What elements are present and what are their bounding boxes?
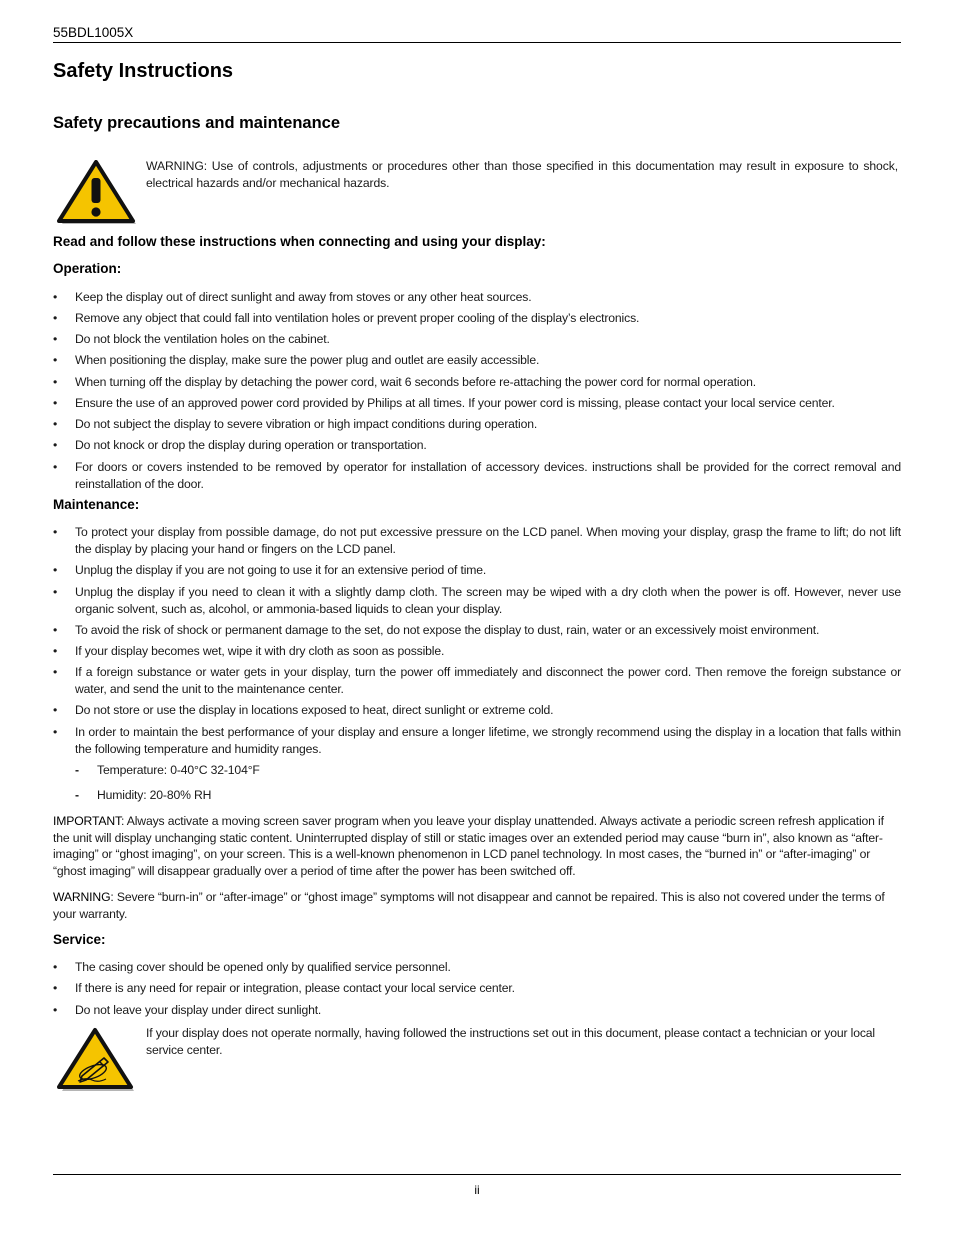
list-item: • Do not block the ventilation holes on the cabinet. xyxy=(53,332,330,346)
list-item: • To protect your display from possible damage, do not put excessive pressure on the LCD panel. When moving your display, grasp the frame to lift; do not lift the display by placing your hand or fingers on the LCD panel. xyxy=(53,525,901,556)
service-note: If your display does not operate normally, having followed the instructions set out in this document, please contact a technician or your local service center. xyxy=(146,1026,875,1057)
lead-instruction: Read and follow these instructions when connecting and using your display: xyxy=(53,234,546,249)
operation-heading: Operation: xyxy=(53,261,122,276)
model-number: 55BDL1005X xyxy=(53,25,134,40)
list-item: • The casing cover should be opened only by qualified service personnel. xyxy=(53,960,451,974)
page-title: Safety Instructions xyxy=(53,60,234,82)
list-item: • If there is any need for repair or integration, please contact your local service center. xyxy=(53,981,515,995)
header-rule xyxy=(53,42,901,43)
burn-in-warning-paragraph: WARNING: Severe “burn-in” or “after-image” or “ghost image” symptoms will not disappear and cannot be repaired. This is also not covered under the terms of your warranty. xyxy=(53,890,885,921)
list-item: • Keep the display out of direct sunlight and away from stoves or any other heat sources. xyxy=(53,290,532,304)
list-item: • Unplug the display if you are not going to use it for an extensive period of time. xyxy=(53,563,487,577)
list-item: • Do not subject the display to severe vibration or high impact conditions during operation. xyxy=(53,417,538,431)
list-item: • Unplug the display if you need to clean it with a slightly damp cloth. The screen may be wiped with a dry cloth when the power is off. However, never use organic solvent, such as, alcohol, or ammonia-based liquids to clean your display. xyxy=(53,585,901,616)
list-item: • Do not leave your display under direct sunlight. xyxy=(53,1003,322,1017)
warning-triangle-icon xyxy=(56,160,138,226)
range-item: - Humidity: 20-80% RH xyxy=(75,788,212,802)
list-item: • Do not knock or drop the display during operation or transportation. xyxy=(53,438,427,452)
list-item: • If your display becomes wet, wipe it with dry cloth as soon as possible. xyxy=(53,644,445,658)
list-item: • In order to maintain the best performance of your display and ensure a longer lifetime, we strongly recommend using the display in a location that falls within the following temperature and humidity ranges. xyxy=(53,725,901,756)
footer-rule xyxy=(53,1174,901,1175)
warning-label: WARNING xyxy=(53,890,111,904)
list-item: • Ensure the use of an approved power cord provided by Philips at all times. If your power cord is missing, please contact your local service center. xyxy=(53,396,835,410)
section-title: Safety precautions and maintenance xyxy=(53,114,341,132)
list-item: • To avoid the risk of shock or permanent damage to the set, do not expose the display to dust, rain, water or an excessively moist environment. xyxy=(53,623,820,637)
service-heading: Service: xyxy=(53,932,106,947)
important-label: IMPORTANT xyxy=(53,814,121,828)
note-pencil-icon xyxy=(56,1027,136,1093)
list-item: • When turning off the display by detaching the power cord, wait 6 seconds before re-attaching the power cord for normal operation. xyxy=(53,375,756,389)
list-item: • Do not store or use the display in locations exposed to heat, direct sunlight or extreme cold. xyxy=(53,703,554,717)
list-item: • For doors or covers instended to be removed by operator for installation of accessory devices. instructions shall be provided for the correct removal and reinstallation of the door. xyxy=(53,460,901,491)
range-item: - Temperature: 0-40°C 32-104°F xyxy=(75,763,260,777)
list-item: • Remove any object that could fall into ventilation holes or prevent proper cooling of the display’s electronics. xyxy=(53,311,640,325)
list-item: • If a foreign substance or water gets in your display, turn the power off immediately and disconnect the power cord. Then remove the foreign substance or water, and send the unit to the maintenance center. xyxy=(53,665,901,696)
page-number: ii xyxy=(474,1183,480,1197)
list-item: • When positioning the display, make sure the power plug and outlet are easily accessible. xyxy=(53,353,540,367)
warning-notice: WARNING: Use of controls, adjustments or procedures other than those specified in this documentation may result in exposure to shock, electrical hazards and/or mechanical hazards. xyxy=(146,159,898,190)
important-paragraph: IMPORTANT: Always activate a moving screen saver program when you leave your display unattended. Always activate a periodic screen refresh application if the unit will display unchanging static content. Uninterrupted display of still or static images over an extended period may cause “burn in”, also known as “after-imaging” or “ghost imaging”, on your screen. This is a well-known phenomenon in LCD panel technology. In most cases, the “burned in” or “after-imaging” or “ghost imaging” will disappear gradually over a period of time after the power has been switched off. xyxy=(53,814,884,879)
maintenance-heading: Maintenance: xyxy=(53,497,140,512)
